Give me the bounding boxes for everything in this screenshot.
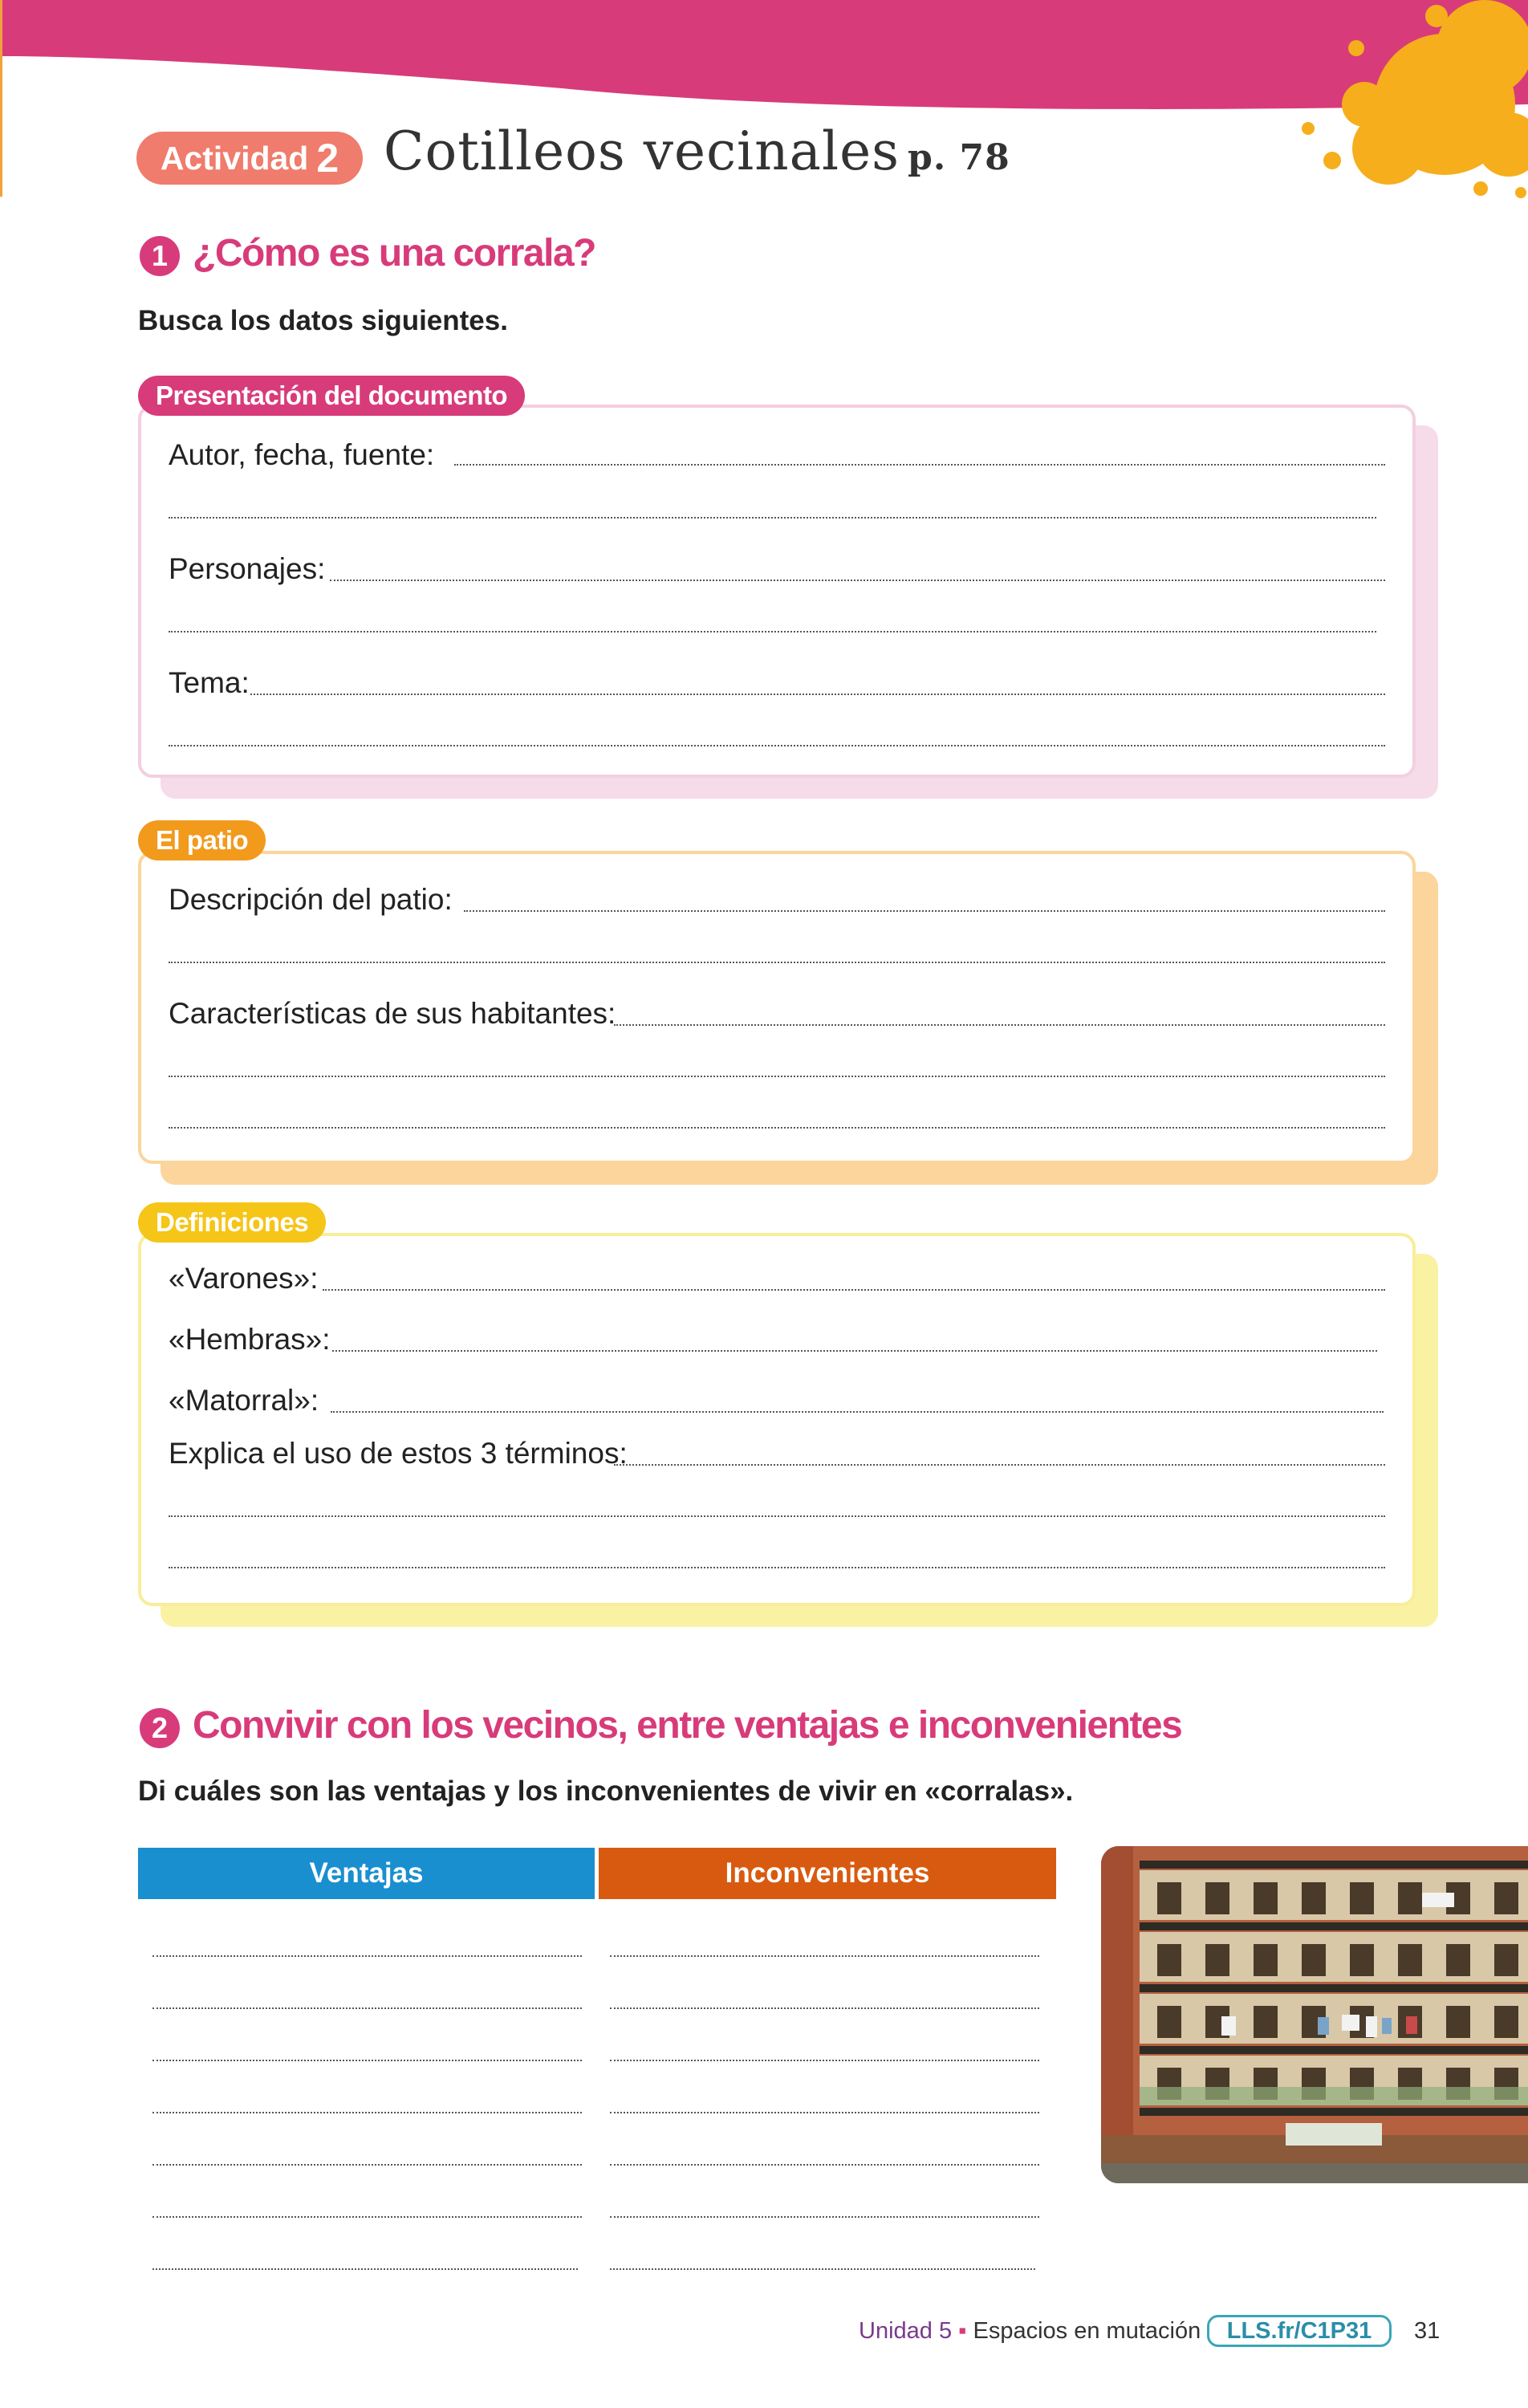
inconvenientes-header: Inconvenientes xyxy=(599,1848,1056,1899)
inconvenientes-line-7[interactable] xyxy=(610,2268,1035,2270)
definiciones-tag: Definiciones xyxy=(138,1202,326,1243)
footer-unit: Unidad 5 xyxy=(859,2318,953,2344)
section-1-title: ¿Cómo es una corrala? xyxy=(193,232,595,275)
hembras-label: «Hembras»: xyxy=(169,1323,331,1356)
ventajas-line-4[interactable] xyxy=(152,2112,582,2113)
explica-answer-line[interactable] xyxy=(614,1464,1385,1466)
activity-badge xyxy=(136,132,363,185)
explica-label: Explica el uso de estos 3 términos: xyxy=(169,1437,628,1470)
section-2-title: Convivir con los vecinos, entre ventajas e inconvenientes xyxy=(193,1704,1182,1747)
activity-label: Actividad xyxy=(160,139,309,177)
descripcion-answer-line-2[interactable] xyxy=(169,962,1385,963)
lls-link[interactable]: LLS.fr/C1P31 xyxy=(1207,2315,1392,2347)
activity-number: 2 xyxy=(316,136,339,181)
descripcion-label: Descripción del patio: xyxy=(169,883,453,916)
descripcion-answer-line[interactable] xyxy=(464,910,1385,912)
autor-label: Autor, fecha, fuente: xyxy=(169,438,435,471)
page-reference: p. 78 xyxy=(908,137,1010,178)
presentacion-tag: Presentación del documento xyxy=(138,376,525,416)
autor-answer-line-2[interactable] xyxy=(169,517,1376,519)
explica-answer-line-2[interactable] xyxy=(169,1515,1385,1517)
footer-unit-line xyxy=(859,2318,1201,2345)
section-1-number: 1 xyxy=(140,236,180,276)
caracteristicas-answer-line-3[interactable] xyxy=(169,1127,1385,1129)
autor-answer-line[interactable] xyxy=(454,464,1385,466)
ventajas-line-5[interactable] xyxy=(152,2164,582,2166)
activity-title: Cotilleos vecinales xyxy=(384,120,900,182)
ventajas-line-1[interactable] xyxy=(152,1955,582,1957)
caracteristicas-answer-line-2[interactable] xyxy=(169,1076,1385,1077)
ventajas-line-2[interactable] xyxy=(152,2007,582,2009)
footer-bullet: ▪ xyxy=(958,2318,967,2344)
patio-tag: El patio xyxy=(138,820,266,860)
section-1-instruction: Busca los datos siguientes. xyxy=(138,305,508,336)
page-edge xyxy=(0,0,2,197)
varones-answer-line[interactable] xyxy=(323,1289,1385,1291)
inconvenientes-line-2[interactable] xyxy=(610,2007,1039,2009)
caracteristicas-answer-line[interactable] xyxy=(614,1024,1385,1026)
caracteristicas-label: Características de sus habitantes: xyxy=(169,997,616,1030)
inconvenientes-line-6[interactable] xyxy=(610,2216,1039,2218)
explica-answer-line-3[interactable] xyxy=(169,1567,1385,1568)
tema-answer-line[interactable] xyxy=(250,694,1385,695)
personajes-answer-line-2[interactable] xyxy=(169,631,1376,633)
personajes-answer-line[interactable] xyxy=(330,580,1385,581)
matorral-answer-line[interactable] xyxy=(331,1411,1384,1413)
section-2-number: 2 xyxy=(140,1708,180,1748)
ventajas-header: Ventajas xyxy=(138,1848,595,1899)
varones-label: «Varones»: xyxy=(169,1262,319,1295)
inconvenientes-line-3[interactable] xyxy=(610,2060,1039,2061)
ventajas-line-7[interactable] xyxy=(152,2268,578,2270)
footer-unit-title: Espacios en mutación xyxy=(973,2318,1201,2344)
matorral-label: «Matorral»: xyxy=(169,1384,319,1417)
ventajas-line-6[interactable] xyxy=(152,2216,582,2218)
ventajas-line-3[interactable] xyxy=(152,2060,582,2061)
inconvenientes-line-4[interactable] xyxy=(610,2112,1039,2113)
inconvenientes-line-5[interactable] xyxy=(610,2164,1039,2166)
hembras-answer-line[interactable] xyxy=(332,1350,1377,1352)
personajes-label: Personajes: xyxy=(169,552,326,585)
inconvenientes-line-1[interactable] xyxy=(610,1955,1039,1957)
section-2-instruction: Di cuáles son las ventajas y los inconvenientes de vivir en «corralas». xyxy=(138,1775,1074,1807)
activity-title-line xyxy=(384,120,1010,182)
page-number: 31 xyxy=(1414,2318,1441,2344)
tema-answer-line-2[interactable] xyxy=(169,745,1385,746)
tema-label: Tema: xyxy=(169,666,250,699)
corrala-building-photo xyxy=(1101,1846,1528,2183)
